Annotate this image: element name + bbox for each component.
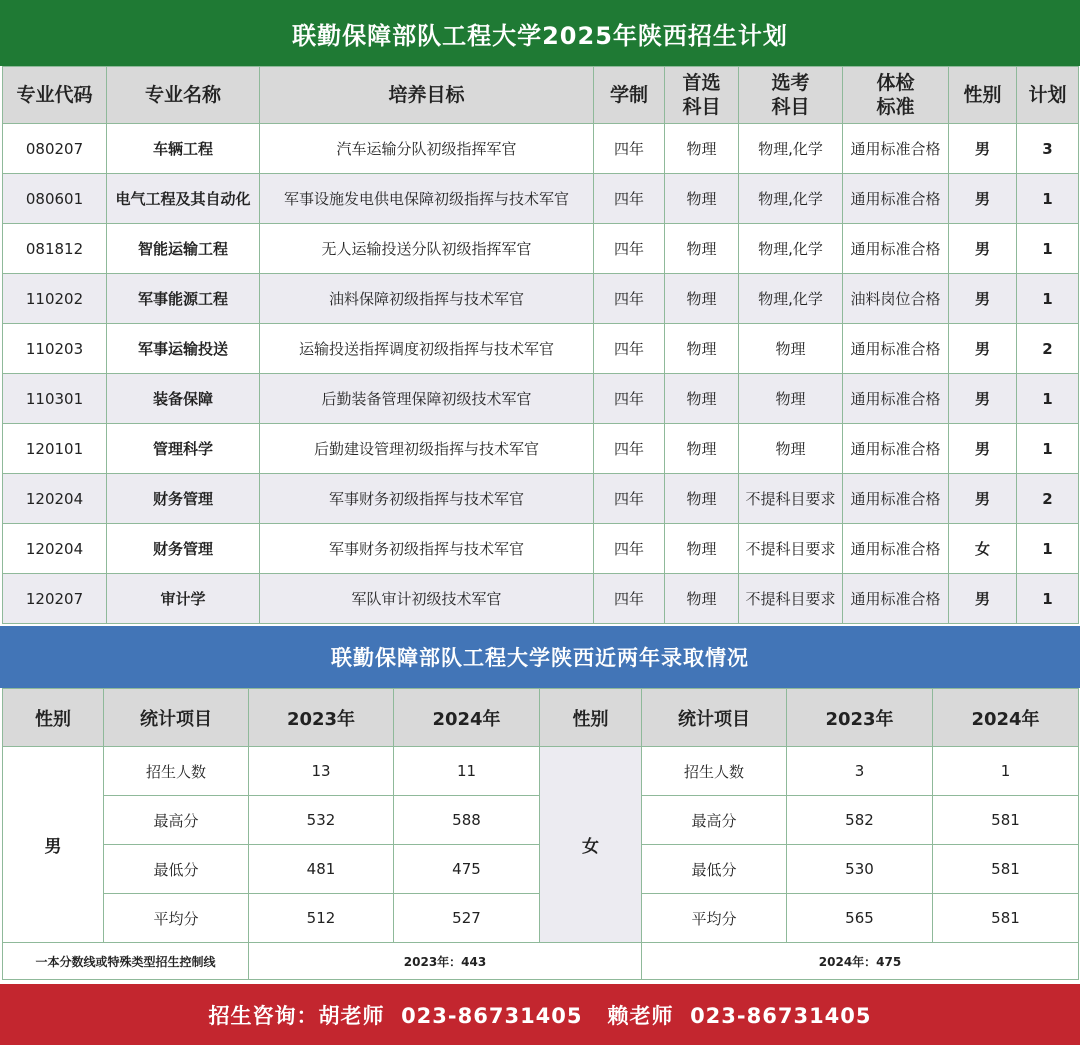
stats-header-gender: 性别 xyxy=(540,689,642,747)
cell-code: 081812 xyxy=(3,224,107,274)
cell-first: 物理 xyxy=(665,474,739,524)
cell-code: 120207 xyxy=(3,574,107,624)
female-2023-cell: 530 xyxy=(787,845,933,894)
cell-gender: 女 xyxy=(949,524,1017,574)
cell-name: 财务管理 xyxy=(107,474,260,524)
cell-first: 物理 xyxy=(665,224,739,274)
table-row xyxy=(3,274,1079,324)
male-2024-cell: 527 xyxy=(394,894,540,943)
cell-code: 110203 xyxy=(3,324,107,374)
cell-elective: 物理,化学 xyxy=(739,174,843,224)
cell-elective: 不提科目要求 xyxy=(739,524,843,574)
cell-name: 审计学 xyxy=(107,574,260,624)
cell-elective: 物理,化学 xyxy=(739,124,843,174)
cell-elective: 物理 xyxy=(739,374,843,424)
cell-elective: 不提科目要求 xyxy=(739,574,843,624)
cell-code: 120101 xyxy=(3,424,107,474)
cell-elective: 不提科目要求 xyxy=(739,474,843,524)
cell-first: 物理 xyxy=(665,524,739,574)
stats-header-2023: 2023年 xyxy=(249,689,394,747)
cell-health: 通用标准合格 xyxy=(843,524,949,574)
header-code: 专业代码 xyxy=(3,67,107,124)
header-first-subject: 首选 科目 xyxy=(665,67,739,124)
male-2024-cell: 11 xyxy=(394,747,540,796)
cell-quota: 2 xyxy=(1017,474,1079,524)
female-gender-cell: 女 xyxy=(540,747,642,943)
cell-goal: 军事财务初级指挥与技术军官 xyxy=(260,524,594,574)
male-2023-cell: 481 xyxy=(249,845,394,894)
cell-gender: 男 xyxy=(949,424,1017,474)
male-item-cell: 平均分 xyxy=(104,894,249,943)
cell-quota: 3 xyxy=(1017,124,1079,174)
cell-gender: 男 xyxy=(949,324,1017,374)
cell-code: 120204 xyxy=(3,524,107,574)
male-2023-cell: 532 xyxy=(249,796,394,845)
cell-code: 120204 xyxy=(3,474,107,524)
male-gender-cell: 男 xyxy=(3,747,104,943)
stats-header-item: 统计项目 xyxy=(642,689,787,747)
header-gender: 性别 xyxy=(949,67,1017,124)
stats-header-2024: 2024年 xyxy=(394,689,540,747)
cell-health: 通用标准合格 xyxy=(843,474,949,524)
cell-first: 物理 xyxy=(665,574,739,624)
page-title: 联勤保障部队工程大学2025年陕西招生计划 xyxy=(0,0,1080,66)
header-name: 专业名称 xyxy=(107,67,260,124)
cell-first: 物理 xyxy=(665,324,739,374)
cell-duration: 四年 xyxy=(594,324,665,374)
cell-gender: 男 xyxy=(949,124,1017,174)
cell-gender: 男 xyxy=(949,574,1017,624)
cell-gender: 男 xyxy=(949,474,1017,524)
cell-gender: 男 xyxy=(949,274,1017,324)
male-item-cell: 招生人数 xyxy=(104,747,249,796)
cell-goal: 军事设施发电供电保障初级指挥与技术军官 xyxy=(260,174,594,224)
female-2023-cell: 565 xyxy=(787,894,933,943)
cell-name: 军事运输投送 xyxy=(107,324,260,374)
cell-quota: 2 xyxy=(1017,324,1079,374)
cell-quota: 1 xyxy=(1017,174,1079,224)
cell-quota: 1 xyxy=(1017,224,1079,274)
header-duration: 学制 xyxy=(594,67,665,124)
cell-gender: 男 xyxy=(949,174,1017,224)
female-item-cell: 最高分 xyxy=(642,796,787,845)
cell-name: 管理科学 xyxy=(107,424,260,474)
cell-duration: 四年 xyxy=(594,524,665,574)
cell-code: 110202 xyxy=(3,274,107,324)
cell-duration: 四年 xyxy=(594,274,665,324)
cell-first: 物理 xyxy=(665,174,739,224)
cell-health: 通用标准合格 xyxy=(843,424,949,474)
female-2023-cell: 582 xyxy=(787,796,933,845)
cell-health: 通用标准合格 xyxy=(843,324,949,374)
cell-name: 财务管理 xyxy=(107,524,260,574)
stats-header-2023: 2023年 xyxy=(787,689,933,747)
cell-gender: 男 xyxy=(949,374,1017,424)
header-quota: 计划 xyxy=(1017,67,1079,124)
cell-health: 通用标准合格 xyxy=(843,124,949,174)
cell-goal: 运输投送指挥调度初级指挥与技术军官 xyxy=(260,324,594,374)
cell-elective: 物理,化学 xyxy=(739,274,843,324)
male-2024-cell: 475 xyxy=(394,845,540,894)
cell-name: 电气工程及其自动化 xyxy=(107,174,260,224)
female-2024-cell: 581 xyxy=(933,894,1079,943)
enrollment-plan-table xyxy=(2,66,1079,624)
cell-name: 装备保障 xyxy=(107,374,260,424)
stats-header-gender: 性别 xyxy=(3,689,104,747)
female-item-cell: 平均分 xyxy=(642,894,787,943)
contact-banner xyxy=(0,984,1080,1045)
cell-goal: 后勤装备管理保障初级技术军官 xyxy=(260,374,594,424)
cell-first: 物理 xyxy=(665,374,739,424)
cell-duration: 四年 xyxy=(594,574,665,624)
cell-duration: 四年 xyxy=(594,124,665,174)
female-2024-cell: 581 xyxy=(933,845,1079,894)
male-item-cell: 最高分 xyxy=(104,796,249,845)
cell-code: 110301 xyxy=(3,374,107,424)
cell-goal: 汽车运输分队初级指挥军官 xyxy=(260,124,594,174)
cell-health: 油料岗位合格 xyxy=(843,274,949,324)
cell-goal: 油料保障初级指挥与技术军官 xyxy=(260,274,594,324)
footer-2023-cell: 2023年：443 xyxy=(249,943,642,980)
cell-name: 智能运输工程 xyxy=(107,224,260,274)
cell-health: 通用标准合格 xyxy=(843,574,949,624)
cell-elective: 物理,化学 xyxy=(739,224,843,274)
cell-first: 物理 xyxy=(665,124,739,174)
table-row xyxy=(3,174,1079,224)
female-2024-cell: 581 xyxy=(933,796,1079,845)
cell-quota: 1 xyxy=(1017,274,1079,324)
table-row xyxy=(3,124,1079,174)
cell-elective: 物理 xyxy=(739,324,843,374)
cell-duration: 四年 xyxy=(594,424,665,474)
header-elective: 选考 科目 xyxy=(739,67,843,124)
table-row xyxy=(3,224,1079,274)
cell-duration: 四年 xyxy=(594,174,665,224)
female-item-cell: 招生人数 xyxy=(642,747,787,796)
cell-first: 物理 xyxy=(665,274,739,324)
table-row xyxy=(3,374,1079,424)
cell-name: 军事能源工程 xyxy=(107,274,260,324)
cell-code: 080207 xyxy=(3,124,107,174)
cell-name: 车辆工程 xyxy=(107,124,260,174)
table-row xyxy=(3,574,1079,624)
footer-2024-cell: 2024年：475 xyxy=(642,943,1079,980)
male-item-cell: 最低分 xyxy=(104,845,249,894)
male-2024-cell: 588 xyxy=(394,796,540,845)
cell-goal: 后勤建设管理初级指挥与技术军官 xyxy=(260,424,594,474)
cell-duration: 四年 xyxy=(594,374,665,424)
female-2023-cell: 3 xyxy=(787,747,933,796)
table-row xyxy=(3,324,1079,374)
cell-elective: 物理 xyxy=(739,424,843,474)
stats-header-item: 统计项目 xyxy=(104,689,249,747)
header-health: 体检 标准 xyxy=(843,67,949,124)
stats-title: 联勤保障部队工程大学陕西近两年录取情况 xyxy=(0,626,1080,688)
table-row xyxy=(3,474,1079,524)
cell-first: 物理 xyxy=(665,424,739,474)
stats-header-row xyxy=(3,689,1079,747)
stats-row xyxy=(3,747,1079,796)
footer-label-cell: 一本分数线或特殊类型招生控制线 xyxy=(3,943,249,980)
cell-goal: 军队审计初级技术军官 xyxy=(260,574,594,624)
male-2023-cell: 512 xyxy=(249,894,394,943)
header-goal: 培养目标 xyxy=(260,67,594,124)
cell-code: 080601 xyxy=(3,174,107,224)
stats-footer-row xyxy=(3,943,1079,980)
cell-duration: 四年 xyxy=(594,224,665,274)
table-row xyxy=(3,424,1079,474)
male-2023-cell: 13 xyxy=(249,747,394,796)
cell-health: 通用标准合格 xyxy=(843,374,949,424)
plan-header-row xyxy=(3,67,1079,124)
contact-text: 招生咨询：胡老师 023-86731405 赖老师 023-86731405 xyxy=(208,1003,872,1028)
cell-health: 通用标准合格 xyxy=(843,224,949,274)
cell-quota: 1 xyxy=(1017,374,1079,424)
cell-quota: 1 xyxy=(1017,574,1079,624)
admission-stats-table xyxy=(2,688,1079,980)
cell-quota: 1 xyxy=(1017,424,1079,474)
female-item-cell: 最低分 xyxy=(642,845,787,894)
cell-goal: 军事财务初级指挥与技术军官 xyxy=(260,474,594,524)
cell-health: 通用标准合格 xyxy=(843,174,949,224)
cell-goal: 无人运输投送分队初级指挥军官 xyxy=(260,224,594,274)
cell-gender: 男 xyxy=(949,224,1017,274)
stats-header-2024: 2024年 xyxy=(933,689,1079,747)
cell-quota: 1 xyxy=(1017,524,1079,574)
table-row xyxy=(3,524,1079,574)
cell-duration: 四年 xyxy=(594,474,665,524)
female-2024-cell: 1 xyxy=(933,747,1079,796)
